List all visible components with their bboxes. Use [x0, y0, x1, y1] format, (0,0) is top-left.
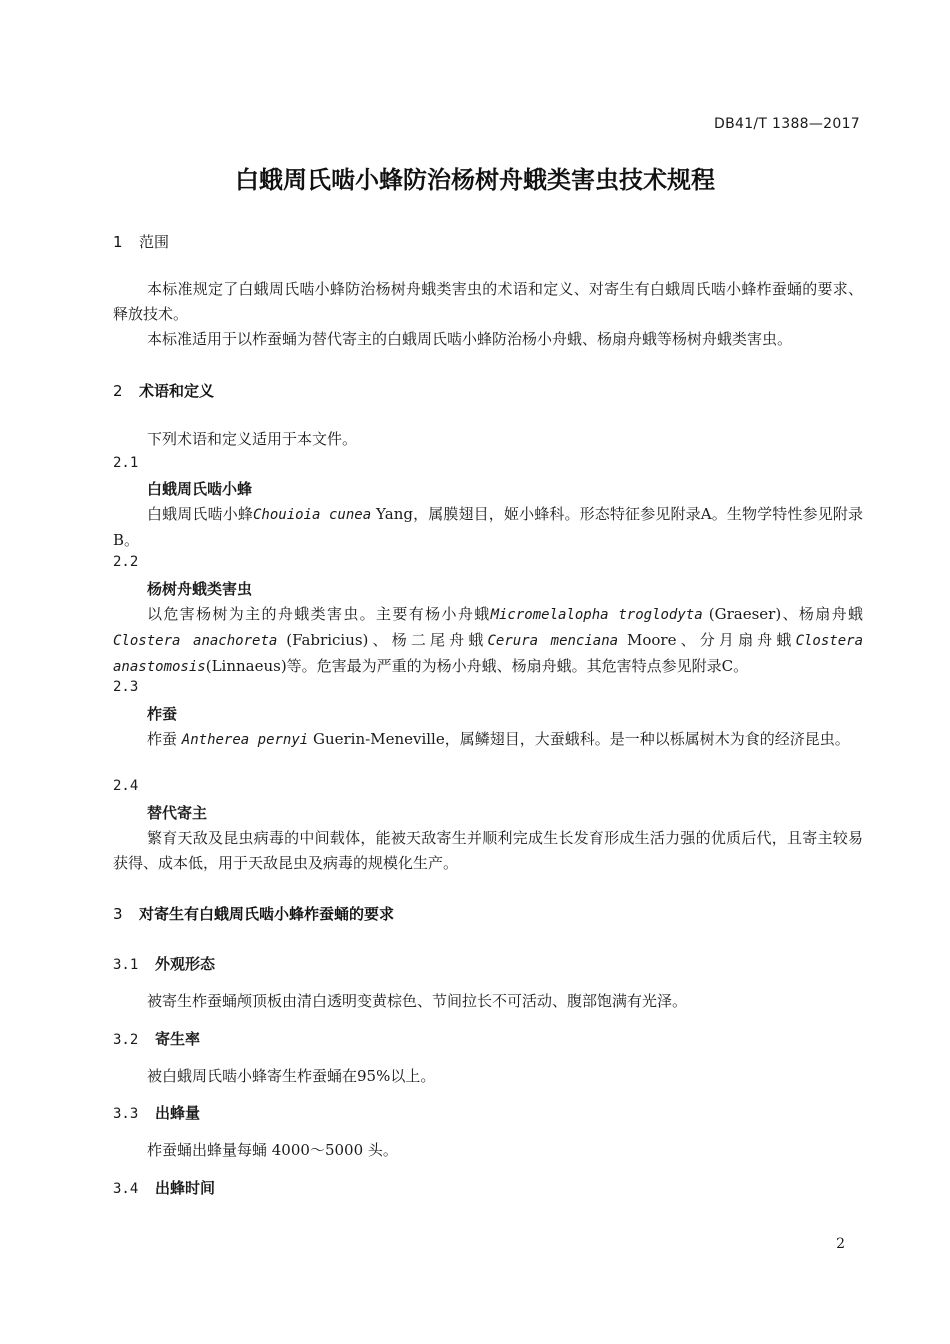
paragraph: 下列术语和定义适用于本文件。 — [147, 430, 358, 448]
standard-code: DB41/T 1388—2017 — [714, 116, 860, 132]
term-heading: 白蛾周氏啮小蜂 — [147, 480, 253, 498]
paragraph: 本标准适用于以柞蚕蛹为替代寄主的白蛾周氏啮小蜂防治杨小舟蛾、杨扇舟蛾等杨树舟蛾类害虫。 — [147, 330, 793, 348]
section-3-heading — [113, 903, 394, 924]
term-heading: 杨树舟蛾类害虫 — [147, 580, 253, 598]
subsection-3-4-heading: 3.4 出蜂时间 — [113, 1179, 216, 1197]
subsection-3-1-heading: 3.1 外观形态 — [113, 955, 216, 973]
paragraph: 本标准规定了白蛾周氏啮小蜂防治杨树舟蛾类害虫的术语和定义、对寄生有白蛾周氏啮小蜂柞蚕蛹的要求、释放技术。 — [113, 280, 863, 323]
paragraph: 被寄生柞蚕蛹颅顶板由清白透明变黄棕色、节间拉长不可活动、腹部饱满有光泽。 — [147, 992, 688, 1010]
clause-number: 2.1 — [113, 455, 139, 471]
term-definition: 白蛾周氏啮小蜂Chouioia cunea Yang，属膜翅目，姬小蜂科。形态特征参见附录A。生物学特性参见附录B。 — [113, 505, 863, 549]
section-title: 术语和定义 — [139, 382, 215, 400]
term-definition: 繁育天敌及昆虫病毒的中间载体，能被天敌寄生并顺利完成生长发育形成生活力强的优质后代，且寄主较易获得、成本低，用于天敌昆虫及病毒的规模化生产。 — [113, 829, 863, 872]
subsection-3-3-heading: 3.3 出蜂量 — [113, 1104, 201, 1122]
section-title: 对寄生有白蛾周氏啮小蜂柞蚕蛹的要求 — [139, 905, 395, 923]
paragraph: 柞蚕蛹出蜂量每蛹 4000～5000 头。 — [147, 1141, 398, 1159]
page-number: 2 — [836, 1236, 845, 1252]
document-title: 白蛾周氏啮小蜂防治杨树舟蛾类害虫技术规程 — [235, 166, 715, 194]
term-definition: 柞蚕 Antherea pernyi Guerin-Meneville，属鳞翅目，大蚕蛾科。是一种以栎属树木为食的经济昆虫。 — [147, 730, 850, 748]
term-heading: 替代寄主 — [147, 804, 208, 822]
section-2-heading — [113, 380, 214, 401]
section-1-heading — [113, 231, 169, 252]
clause-number: 2.2 — [113, 554, 139, 570]
clause-number: 2.3 — [113, 679, 139, 695]
paragraph: 被白蛾周氏啮小蜂寄生柞蚕蛹在95%以上。 — [147, 1067, 436, 1085]
term-heading: 柞蚕 — [147, 705, 178, 723]
section-number: 2 — [113, 382, 123, 400]
subsection-3-2-heading: 3.2 寄生率 — [113, 1030, 201, 1048]
section-title: 范围 — [139, 233, 170, 251]
section-number: 1 — [113, 233, 123, 251]
clause-number: 2.4 — [113, 778, 139, 794]
section-number: 3 — [113, 905, 123, 923]
term-definition: 以危害杨树为主的舟蛾类害虫。主要有杨小舟蛾Micromelalopha troglodyta (Graeser)、杨扇舟蛾Clostera anachoreta (Fabricius)、杨二尾舟蛾Cerura menciana Moore、分月扇舟蛾Clostera anastomosis(Linnaeus)等。危害最为严重的为杨小舟蛾、杨扇舟蛾。其危害特点参见附录C。 — [113, 605, 863, 675]
